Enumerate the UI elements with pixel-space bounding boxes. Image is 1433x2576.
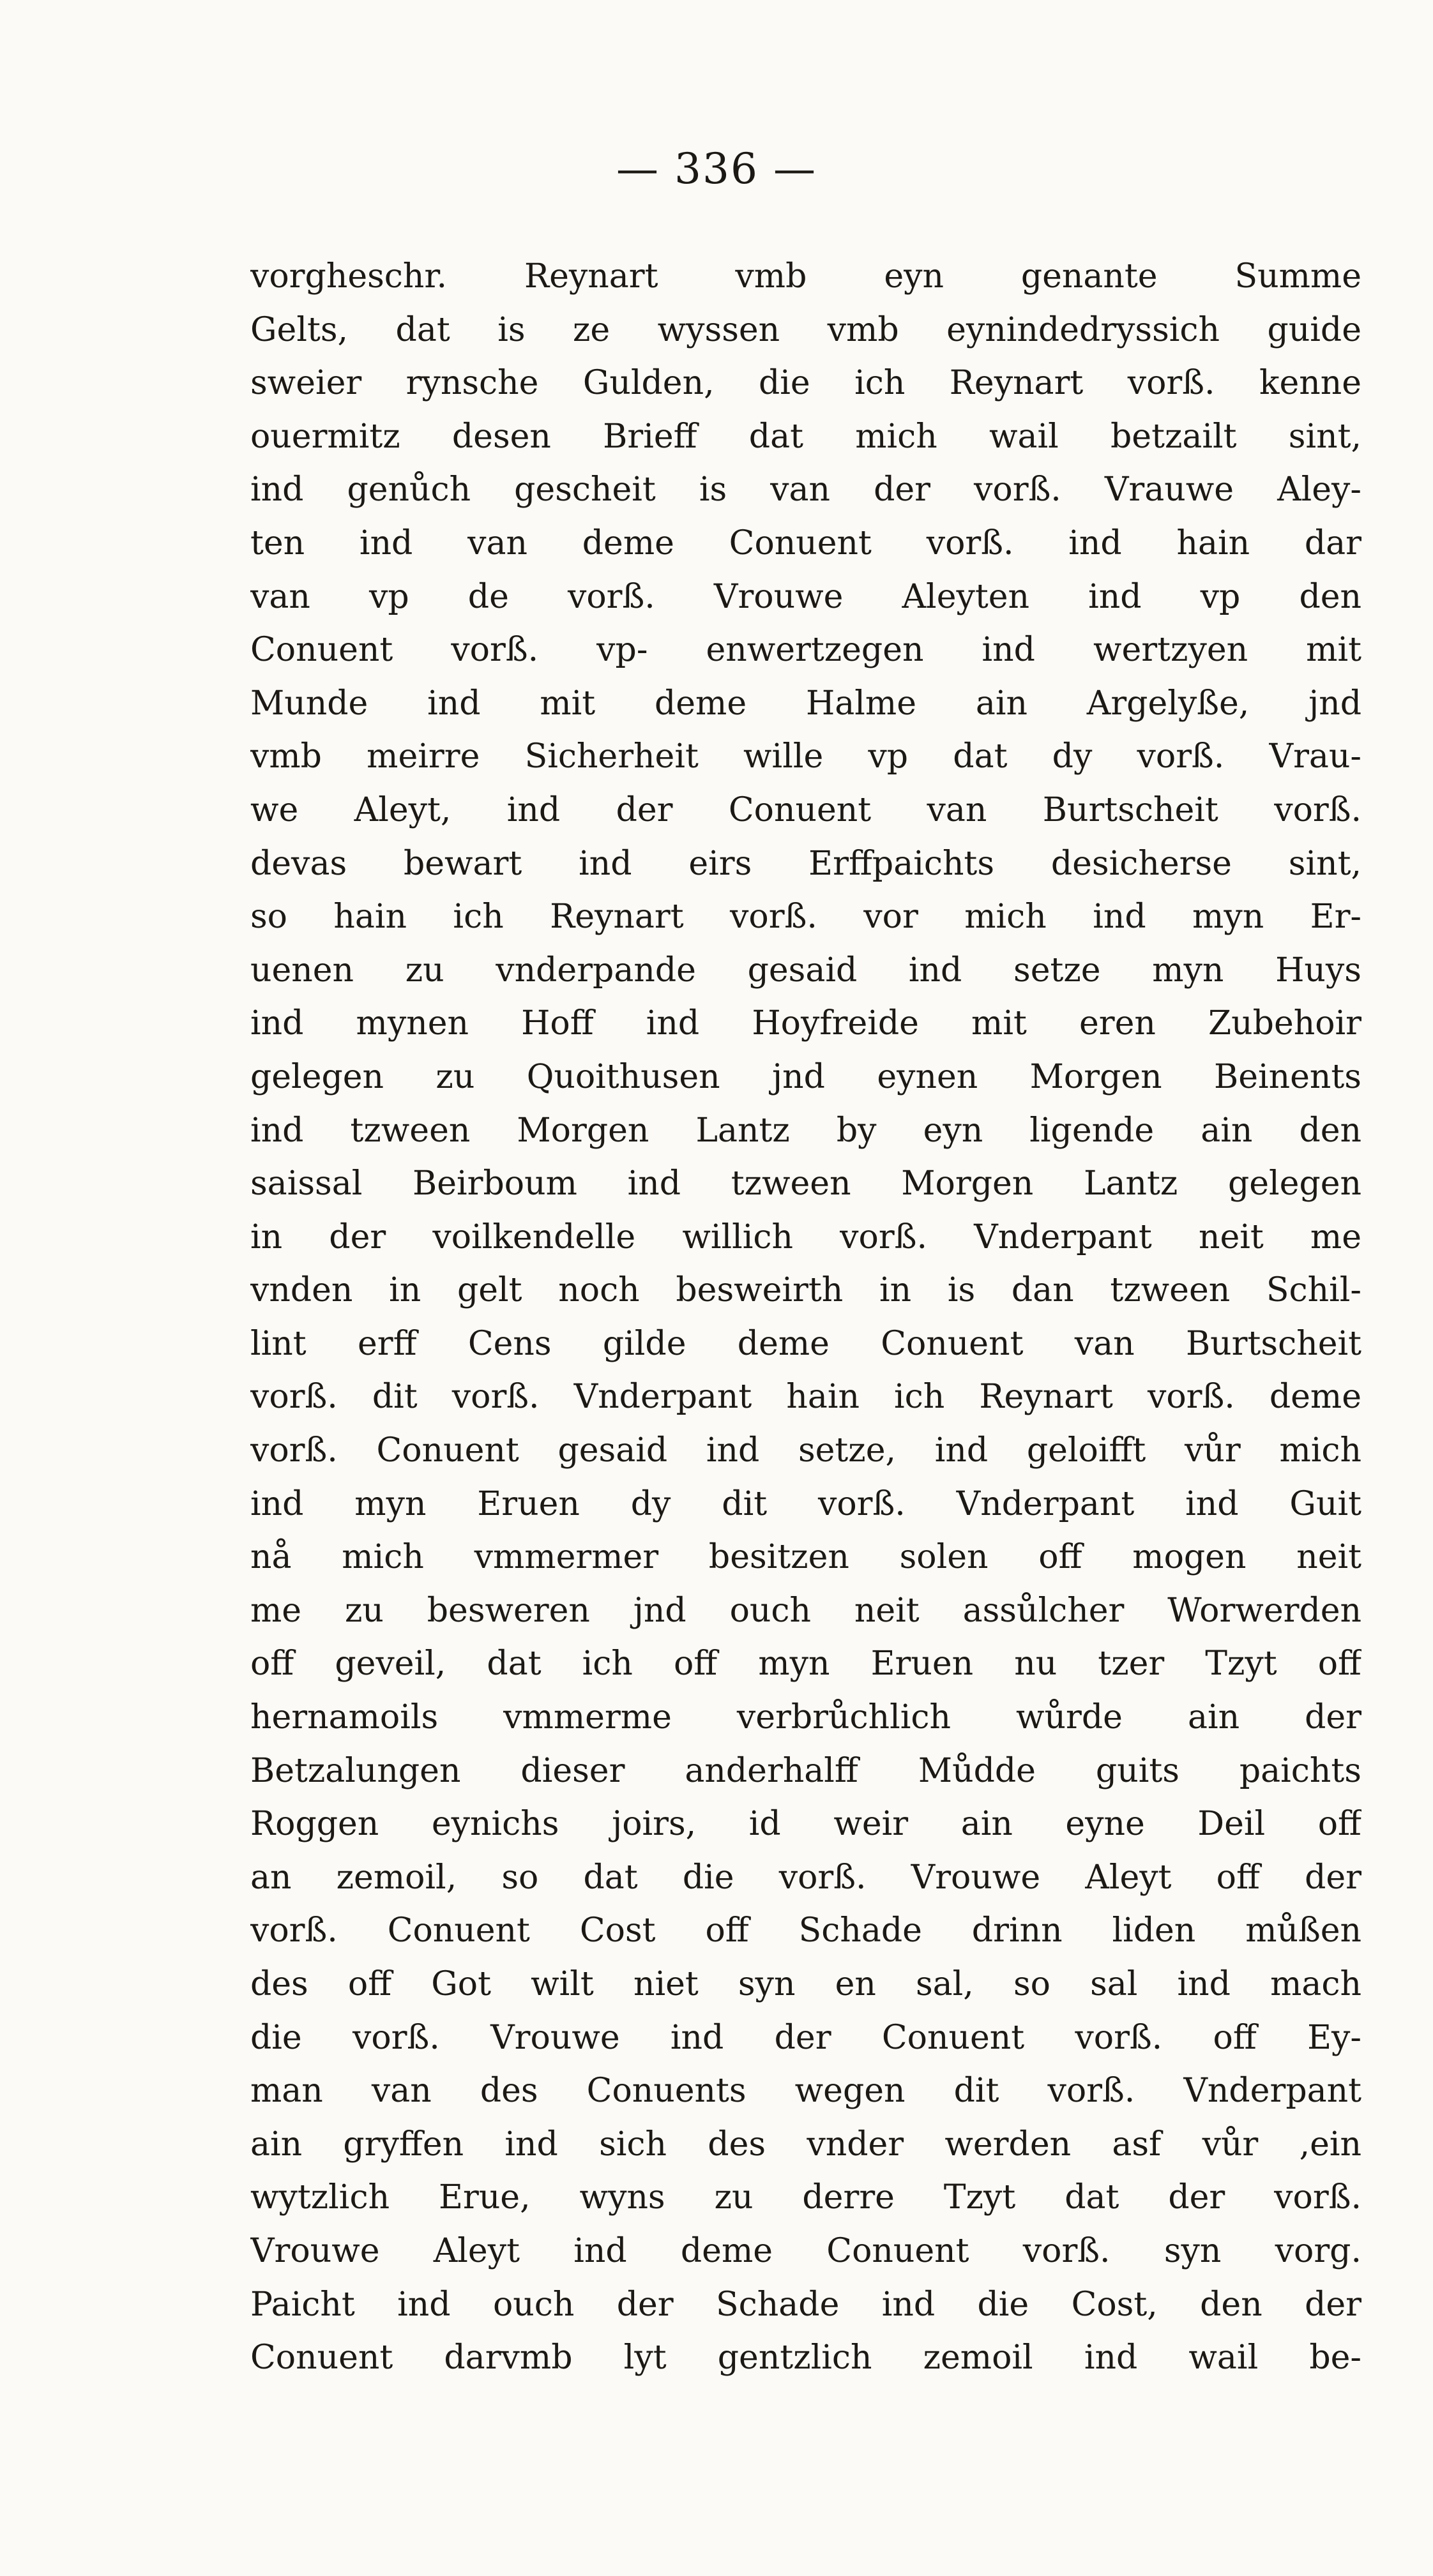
text-line: ten ind van deme Conuent vorß. ind hain dar: [250, 523, 1361, 562]
text-line: vnden in gelt noch besweirth in is dan tzween Schil-: [250, 1271, 1361, 1310]
text-line: ind mynen Hoff ind Hoyfreide mit eren Zubehoir: [250, 1004, 1361, 1043]
text-line: Vrouwe Aleyt ind deme Conuent vorß. syn vorg.: [250, 2231, 1361, 2270]
text-line: nå mich vmmermer besitzen solen off mogen neit: [250, 1538, 1361, 1577]
text-line: me zu besweren jnd ouch neit assůlcher Worwerden: [250, 1591, 1361, 1630]
text-line: vorß. Conuent gesaid ind setze, ind geloifft vůr mich: [250, 1431, 1361, 1470]
text-line: hernamoils vmmerme verbrůchlich wůrde ain der: [250, 1698, 1361, 1737]
body-text: [250, 250, 1361, 2385]
text-line: Conuent darvmb lyt gentzlich zemoil ind wail be-: [250, 2339, 1361, 2377]
text-line: Conuent vorß. vp- enwertzegen ind wertzyen mit: [250, 631, 1361, 670]
text-line: vmb meirre Sicherheit wille vp dat dy vorß. Vrau-: [250, 737, 1361, 776]
text-line: ouermitz desen Brieff dat mich wail betzailt sint,: [250, 417, 1361, 456]
text-line: des off Got wilt niet syn en sal, so sal ind mach: [250, 1965, 1361, 2003]
text-line: ind genůch gescheit is van der vorß. Vrauwe Aley-: [250, 471, 1361, 509]
text-line: uenen zu vnderpande gesaid ind setze myn Huys: [250, 951, 1361, 990]
text-line: vorß. Conuent Cost off Schade drinn liden můßen: [250, 1911, 1361, 1950]
text-line: sweier rynsche Gulden, die ich Reynart vorß. kenne: [250, 364, 1361, 403]
text-line: Paicht ind ouch der Schade ind die Cost, den der: [250, 2285, 1361, 2324]
text-line: Betzalungen dieser anderhalff Můdde guits paichts: [250, 1751, 1361, 1790]
text-line: devas bewart ind eirs Erffpaichts desicherse sint,: [250, 844, 1361, 883]
page-number: — 336 —: [616, 144, 817, 193]
text-line: die vorß. Vrouwe ind der Conuent vorß. off Ey-: [250, 2018, 1361, 2057]
text-line: wytzlich Erue, wyns zu derre Tzyt dat der vorß.: [250, 2178, 1361, 2217]
text-line: an zemoil, so dat die vorß. Vrouwe Aleyt off der: [250, 1858, 1361, 1897]
text-line: vorß. dit vorß. Vnderpant hain ich Reynart vorß. deme: [250, 1378, 1361, 1417]
text-line: gelegen zu Quoithusen jnd eynen Morgen Beinents: [250, 1057, 1361, 1096]
text-line: lint erff Cens gilde deme Conuent van Burtscheit: [250, 1324, 1361, 1363]
text-line: Roggen eynichs joirs, id weir ain eyne Deil off: [250, 1805, 1361, 1844]
text-line: ind myn Eruen dy dit vorß. Vnderpant ind Guit: [250, 1484, 1361, 1523]
text-line: vorgheschr. Reynart vmb eyn genante Summe: [250, 257, 1361, 296]
text-line: ain gryffen ind sich des vnder werden asf vůr ,ein: [250, 2125, 1361, 2164]
text-line: we Aleyt, ind der Conuent van Burtscheit vorß.: [250, 790, 1361, 829]
text-line: Munde ind mit deme Halme ain Argelyße, jnd: [250, 684, 1361, 723]
text-line: saissal Beirboum ind tzween Morgen Lantz gelegen: [250, 1164, 1361, 1203]
text-line: van vp de vorß. Vrouwe Aleyten ind vp den: [250, 577, 1361, 616]
text-line: in der voilkendelle willich vorß. Vnderpant neit me: [250, 1217, 1361, 1256]
text-line: man van des Conuents wegen dit vorß. Vnderpant: [250, 2072, 1361, 2111]
text-line: off geveil, dat ich off myn Eruen nu tzer Tzyt off: [250, 1645, 1361, 1683]
text-line: Gelts, dat is ze wyssen vmb eynindedryssich guide: [250, 310, 1361, 349]
text-line: ind tzween Morgen Lantz by eyn ligende ain den: [250, 1111, 1361, 1150]
text-line: so hain ich Reynart vorß. vor mich ind myn Er-: [250, 898, 1361, 937]
